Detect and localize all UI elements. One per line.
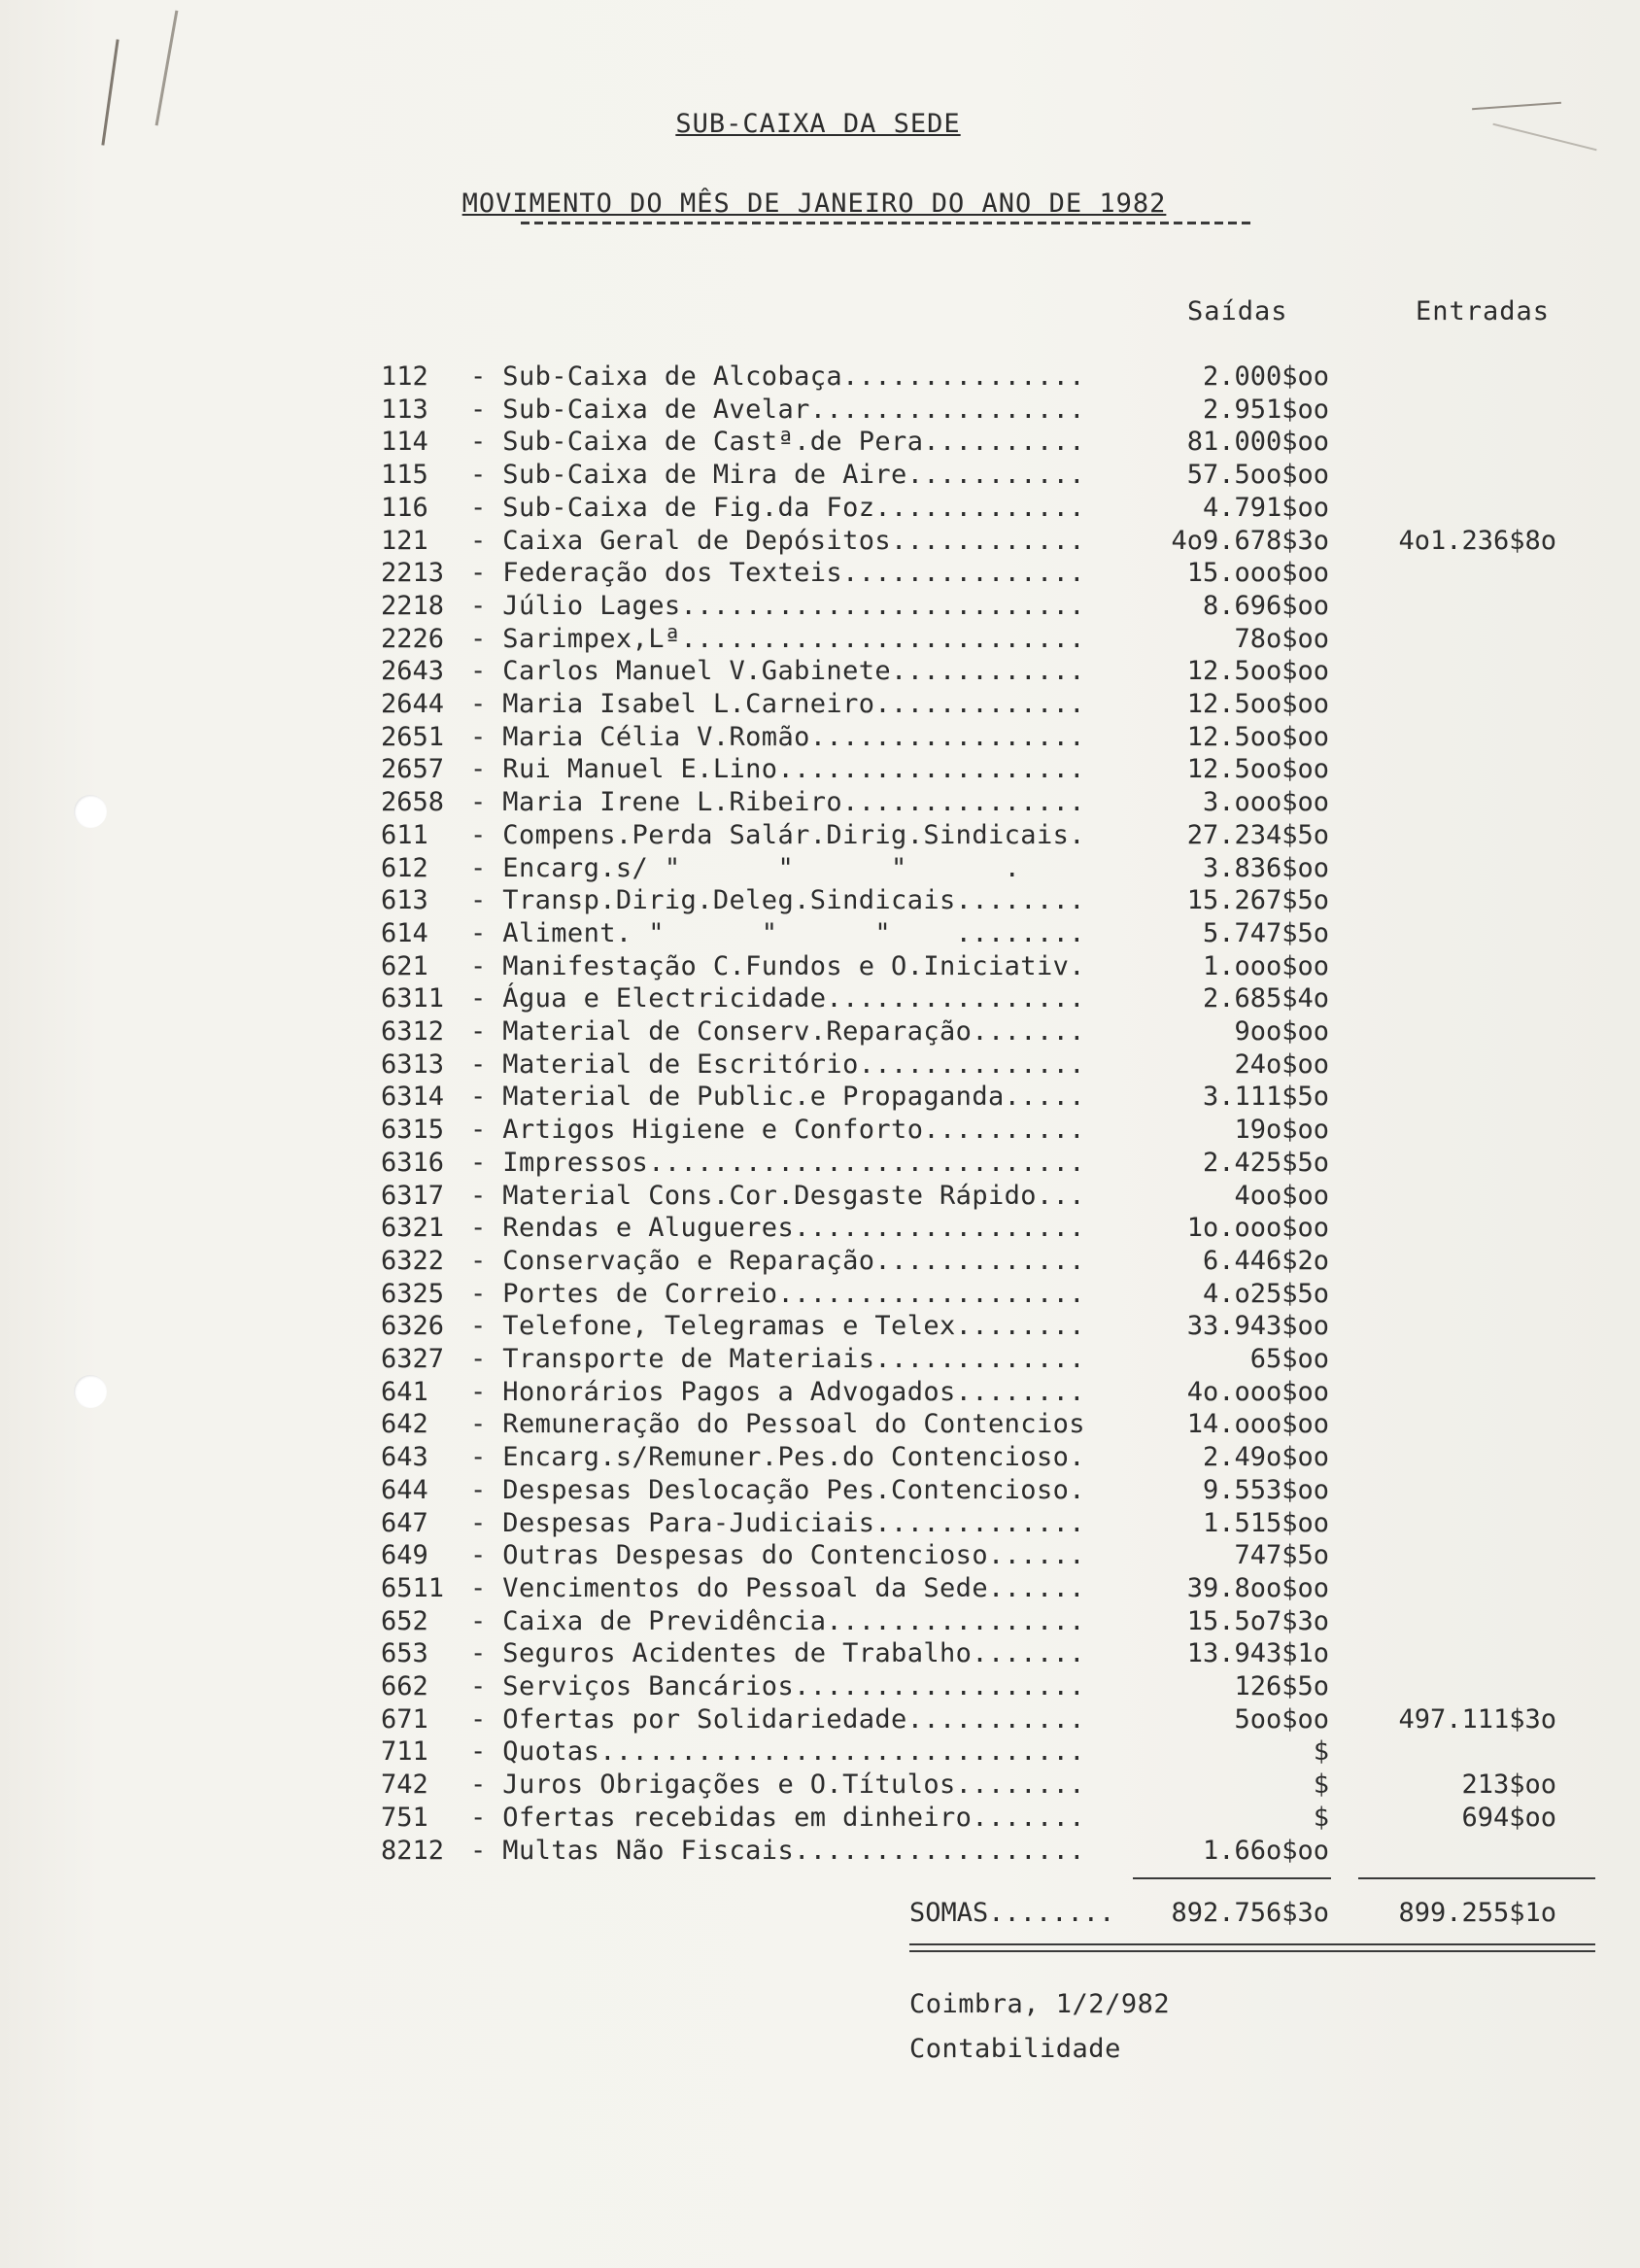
account-code: 742 [381, 1770, 428, 1800]
account-code: 671 [381, 1704, 428, 1735]
ledger-row [0, 590, 1640, 623]
ledger-row [0, 1637, 1640, 1670]
account-description: - Outras Despesas do Contencioso...... [470, 1540, 1085, 1570]
account-code: 6321 [381, 1213, 445, 1243]
ledger-row [0, 557, 1640, 590]
amount-saidas: 57.5oo$oo [1186, 460, 1329, 490]
amount-saidas: $ [1313, 1736, 1329, 1767]
ledger-row [0, 361, 1640, 394]
ledger-row [0, 1769, 1640, 1802]
ledger-row [0, 1376, 1640, 1409]
account-description: - Material de Conserv.Reparação....... [470, 1016, 1085, 1047]
ledger-row [0, 884, 1640, 917]
account-description: - Seguros Acidentes de Trabalho....... [470, 1638, 1085, 1668]
double-rule [909, 1943, 1595, 1945]
account-description: - Multas Não Fiscais.................. [470, 1836, 1085, 1866]
ledger-row [0, 982, 1640, 1015]
account-code: 114 [381, 427, 428, 457]
account-code: 644 [381, 1475, 428, 1505]
amount-saidas: 15.267$5o [1186, 885, 1329, 915]
account-description: - Conservação e Reparação............. [470, 1246, 1085, 1276]
account-code: 653 [381, 1638, 428, 1668]
amount-entradas: 213$oo [1461, 1770, 1556, 1800]
ledger-row [0, 1278, 1640, 1311]
amount-saidas: 1.ooo$oo [1202, 951, 1329, 981]
account-code: 652 [381, 1606, 428, 1636]
ledger-row [0, 1048, 1640, 1082]
ledger-row [0, 1081, 1640, 1114]
ledger-row [0, 1343, 1640, 1376]
double-rule [909, 1950, 1595, 1952]
account-description: - Compens.Perda Salár.Dirig.Sindicais. [470, 820, 1085, 850]
ledger-row [0, 721, 1640, 754]
account-code: 2651 [381, 722, 445, 752]
amount-entradas: 4o1.236$8o [1398, 526, 1556, 556]
account-description: - Transp.Dirig.Deleg.Sindicais........ [470, 885, 1085, 915]
ledger-row [0, 394, 1640, 427]
ledger-row [0, 1703, 1640, 1736]
account-description: - Serviços Bancários.................. [470, 1671, 1085, 1701]
amount-saidas: 19o$oo [1234, 1115, 1329, 1145]
amount-saidas: 4.791$oo [1202, 493, 1329, 523]
account-code: 2218 [381, 591, 445, 621]
account-code: 751 [381, 1803, 428, 1833]
amount-saidas: 5.747$5o [1202, 918, 1329, 948]
account-code: 662 [381, 1671, 428, 1701]
ledger-row [0, 1802, 1640, 1835]
account-description: - Encarg.s/ " " " . [470, 853, 1021, 883]
account-description: - Telefone, Telegramas e Telex........ [470, 1311, 1085, 1341]
account-description: - Juros Obrigações e O.Títulos........ [470, 1770, 1085, 1800]
ledger-row [0, 1015, 1640, 1048]
amount-saidas: 12.5oo$oo [1186, 689, 1329, 719]
ledger-row [0, 1474, 1640, 1507]
account-description: - Maria Célia V.Romão................. [470, 722, 1085, 752]
amount-saidas: 39.8oo$oo [1186, 1573, 1329, 1603]
column-header-entradas: Entradas [1416, 296, 1551, 326]
ledger-row [0, 655, 1640, 688]
amount-saidas: 1.515$oo [1202, 1508, 1329, 1538]
account-code: 2213 [381, 558, 445, 588]
account-code: 113 [381, 395, 428, 425]
amount-saidas: 6.446$2o [1202, 1246, 1329, 1276]
ledger-row [0, 1670, 1640, 1703]
account-code: 711 [381, 1736, 428, 1767]
ledger-row [0, 1735, 1640, 1769]
amount-saidas: 33.943$oo [1186, 1311, 1329, 1341]
ledger-row [0, 786, 1640, 819]
subtitle-dashed-underline [521, 222, 1255, 224]
account-description: - Aliment. " " " ........ [470, 918, 1085, 948]
account-description: - Sub-Caixa de Mira de Aire........... [470, 460, 1085, 490]
account-code: 6314 [381, 1082, 445, 1112]
ledger-row [0, 1114, 1640, 1147]
amount-saidas: 3.ooo$oo [1202, 787, 1329, 817]
amount-saidas: 8.696$oo [1202, 591, 1329, 621]
account-code: 6326 [381, 1311, 445, 1341]
amount-saidas: 12.5oo$oo [1186, 722, 1329, 752]
account-description: - Remuneração do Pessoal do Contencios [470, 1409, 1085, 1439]
ledger-row [0, 1539, 1640, 1572]
account-description: - Manifestação C.Fundos e O.Iniciativ. [470, 951, 1085, 981]
account-code: 621 [381, 951, 428, 981]
totals-label: SOMAS........ [909, 1898, 1115, 1928]
account-code: 115 [381, 460, 428, 490]
amount-saidas: 12.5oo$oo [1186, 754, 1329, 784]
account-description: - Material de Public.e Propaganda..... [470, 1082, 1085, 1112]
account-code: 6316 [381, 1148, 445, 1178]
account-description: - Rui Manuel E.Lino................... [470, 754, 1085, 784]
account-description: - Despesas Para-Judiciais............. [470, 1508, 1085, 1538]
amount-saidas: 13.943$1o [1186, 1638, 1329, 1668]
ledger-row [0, 1310, 1640, 1343]
amount-saidas: 4oo$oo [1234, 1181, 1329, 1211]
page-subtitle: MOVIMENTO DO MÊS DE JANEIRO DO ANO DE 1982 [461, 189, 1167, 219]
ledger-row [0, 1180, 1640, 1213]
amount-saidas: 5oo$oo [1234, 1704, 1329, 1735]
amount-saidas: 24o$oo [1234, 1049, 1329, 1080]
amount-saidas: 27.234$5o [1186, 820, 1329, 850]
amount-saidas: 15.5o7$3o [1186, 1606, 1329, 1636]
account-code: 116 [381, 493, 428, 523]
account-code: 2644 [381, 689, 445, 719]
account-description: - Federação dos Texteis............... [470, 558, 1085, 588]
place-date: Coimbra, 1/2/982 [909, 1989, 1171, 2019]
amount-saidas: 78o$oo [1234, 624, 1329, 654]
account-description: - Maria Irene L.Ribeiro............... [470, 787, 1085, 817]
account-description: - Carlos Manuel V.Gabinete............ [470, 656, 1085, 686]
ledger-row [0, 623, 1640, 656]
department-signature: Contabilidade [909, 2034, 1121, 2064]
account-description: - Água e Electricidade................ [470, 983, 1085, 1014]
account-code: 611 [381, 820, 428, 850]
account-code: 112 [381, 361, 428, 392]
total-entradas: 899.255$1o [1398, 1898, 1556, 1928]
ledger-row [0, 1408, 1640, 1441]
account-code: 2643 [381, 656, 445, 686]
account-code: 643 [381, 1442, 428, 1472]
amount-saidas: 9oo$oo [1234, 1016, 1329, 1047]
ledger-row [0, 1605, 1640, 1638]
amount-entradas: 694$oo [1461, 1803, 1556, 1833]
account-description: - Impressos........................... [470, 1148, 1085, 1178]
account-code: 2657 [381, 754, 445, 784]
account-code: 2226 [381, 624, 445, 654]
ledger-row [0, 688, 1640, 721]
account-code: 6511 [381, 1573, 445, 1603]
page-title: SUB-CAIXA DA SEDE [675, 109, 961, 139]
account-code: 649 [381, 1540, 428, 1570]
amount-saidas: 2.685$4o [1202, 983, 1329, 1014]
account-description: - Sub-Caixa de Alcobaça............... [470, 361, 1085, 392]
account-description: - Sub-Caixa de Fig.da Foz............. [470, 493, 1085, 523]
amount-saidas: 4o9.678$3o [1171, 526, 1329, 556]
account-description: - Sarimpex,Lª......................... [470, 624, 1085, 654]
account-description: - Caixa de Previdência................ [470, 1606, 1085, 1636]
account-description: - Honorários Pagos a Advogados........ [470, 1377, 1085, 1407]
account-code: 6313 [381, 1049, 445, 1080]
account-code: 2658 [381, 787, 445, 817]
account-description: - Despesas Deslocação Pes.Contencioso. [470, 1475, 1085, 1505]
account-code: 647 [381, 1508, 428, 1538]
account-description: - Ofertas recebidas em dinheiro....... [470, 1803, 1085, 1833]
account-description: - Portes de Correio................... [470, 1279, 1085, 1309]
account-description: - Sub-Caixa de Avelar................. [470, 395, 1085, 425]
amount-saidas: 747$5o [1234, 1540, 1329, 1570]
account-description: - Sub-Caixa de Castª.de Pera.......... [470, 427, 1085, 457]
amount-saidas: 65$oo [1249, 1344, 1329, 1374]
amount-saidas: 15.ooo$oo [1186, 558, 1329, 588]
amount-saidas: 3.111$5o [1202, 1082, 1329, 1112]
account-code: 6312 [381, 1016, 445, 1047]
ledger-row [0, 852, 1640, 885]
account-code: 121 [381, 526, 428, 556]
ledger-row [0, 917, 1640, 950]
amount-saidas: 3.836$oo [1202, 853, 1329, 883]
amount-saidas: 14.ooo$oo [1186, 1409, 1329, 1439]
account-description: - Vencimentos do Pessoal da Sede...... [470, 1573, 1085, 1603]
ledger-row [0, 1212, 1640, 1245]
account-description: - Maria Isabel L.Carneiro............. [470, 689, 1085, 719]
amount-saidas: 4.o25$5o [1202, 1279, 1329, 1309]
amount-saidas: 1.66o$oo [1202, 1836, 1329, 1866]
amount-saidas: 126$5o [1234, 1671, 1329, 1701]
ledger-row [0, 1147, 1640, 1180]
account-code: 6311 [381, 983, 445, 1014]
account-description: - Material Cons.Cor.Desgaste Rápido... [470, 1181, 1085, 1211]
amount-saidas: $ [1313, 1770, 1329, 1800]
ledger-row [0, 753, 1640, 786]
amount-saidas: $ [1313, 1803, 1329, 1833]
ledger-row [0, 492, 1640, 525]
amount-saidas: 4o.ooo$oo [1186, 1377, 1329, 1407]
account-code: 6315 [381, 1115, 445, 1145]
ledger-row [0, 1835, 1640, 1868]
amount-saidas: 9.553$oo [1202, 1475, 1329, 1505]
account-description: - Rendas e Alugueres.................. [470, 1213, 1085, 1243]
account-description: - Júlio Lages......................... [470, 591, 1085, 621]
ledger-row [0, 459, 1640, 492]
account-description: - Quotas.............................. [470, 1736, 1085, 1767]
amount-saidas: 1o.ooo$oo [1186, 1213, 1329, 1243]
amount-saidas: 2.000$oo [1202, 361, 1329, 392]
account-code: 8212 [381, 1836, 445, 1866]
account-code: 6322 [381, 1246, 445, 1276]
column-rule [1133, 1877, 1331, 1879]
ledger-row [0, 1507, 1640, 1540]
account-description: - Artigos Higiene e Conforto.......... [470, 1115, 1085, 1145]
column-rule [1358, 1877, 1595, 1879]
account-code: 6325 [381, 1279, 445, 1309]
account-code: 642 [381, 1409, 428, 1439]
account-code: 612 [381, 853, 428, 883]
account-code: 6327 [381, 1344, 445, 1374]
amount-saidas: 81.000$oo [1186, 427, 1329, 457]
account-description: - Transporte de Materiais............. [470, 1344, 1085, 1374]
ledger-row [0, 819, 1640, 852]
amount-saidas: 2.425$5o [1202, 1148, 1329, 1178]
ledger-row [0, 950, 1640, 983]
account-description: - Material de Escritório.............. [470, 1049, 1085, 1080]
amount-saidas: 2.49o$oo [1202, 1442, 1329, 1472]
column-header-saidas: Saídas [1187, 296, 1288, 326]
account-description: - Encarg.s/Remuner.Pes.do Contencioso. [470, 1442, 1085, 1472]
amount-saidas: 12.5oo$oo [1186, 656, 1329, 686]
amount-entradas: 497.111$3o [1398, 1704, 1556, 1735]
account-code: 641 [381, 1377, 428, 1407]
account-code: 613 [381, 885, 428, 915]
total-saidas: 892.756$3o [1171, 1898, 1329, 1928]
amount-saidas: 2.951$oo [1202, 395, 1329, 425]
account-code: 614 [381, 918, 428, 948]
ledger-row [0, 525, 1640, 558]
ledger-row [0, 1441, 1640, 1474]
ledger-row [0, 1245, 1640, 1278]
ledger-row [0, 1572, 1640, 1605]
ledger-row [0, 426, 1640, 459]
account-code: 6317 [381, 1181, 445, 1211]
account-description: - Caixa Geral de Depósitos............ [470, 526, 1085, 556]
account-description: - Ofertas por Solidariedade........... [470, 1704, 1085, 1735]
